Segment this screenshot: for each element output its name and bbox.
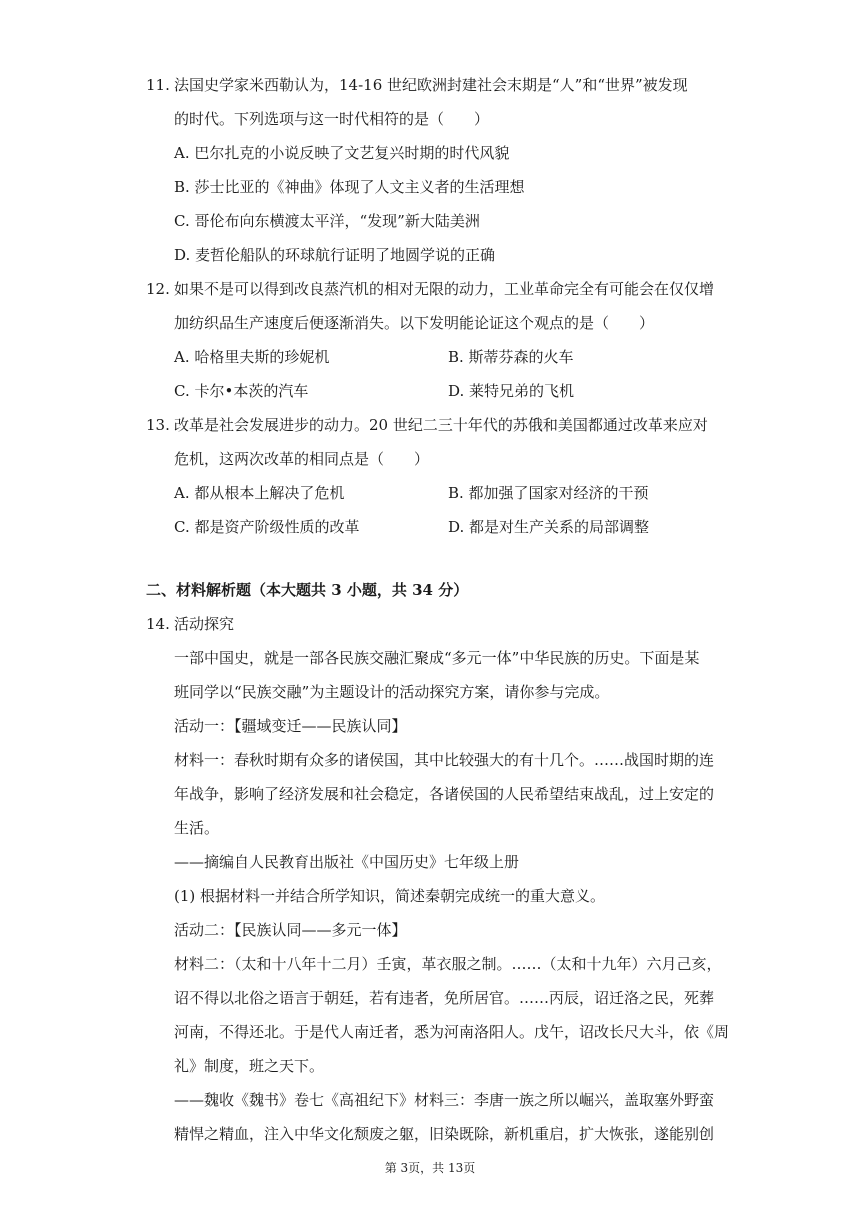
option-b: B. 都加强了国家对经济的干预 xyxy=(448,484,649,502)
question-text-line: 危机，这两次改革的相同点是（ ） xyxy=(174,450,430,468)
question-number: 11. xyxy=(146,76,170,94)
material-line: 生活。 xyxy=(174,819,220,837)
material-line: 材料一：春秋时期有众多的诸侯国，其中比较强大的有十几个。……战国时期的连 xyxy=(174,751,715,769)
option-b: B. 斯蒂芬森的火车 xyxy=(448,348,574,366)
material-line: 礼》制度，班之天下。 xyxy=(174,1057,325,1075)
question-text-line: 加纺织品生产速度后便逐渐消失。以下发明能论证这个观点的是（ ） xyxy=(174,314,655,332)
source-citation: ——摘编自人民教育出版社《中国历史》七年级上册 xyxy=(174,853,520,871)
material-line: 年战争，影响了经济发展和社会稳定，各诸侯国的人民希望结束战乱，过上安定的 xyxy=(174,785,715,803)
question-number: 14. xyxy=(146,615,170,633)
option-d: D. 麦哲伦船队的环球航行证明了地圆学说的正确 xyxy=(174,246,496,264)
activity-heading: 活动二：【民族认同——多元一体】 xyxy=(174,921,407,939)
sub-question: (1) 根据材料一并结合所学知识，简述秦朝完成统一的重大意义。 xyxy=(174,887,606,905)
material-line: 诏不得以北俗之语言于朝廷，若有违者，免所居官。……丙辰，诏迁洛之民，死葬 xyxy=(174,989,715,1007)
material-line: 材料二：（太和十八年十二月）壬寅，革衣服之制。……（太和十九年）六月己亥， xyxy=(174,955,722,973)
material-line: 班同学以“民族交融”为主题设计的活动探究方案，请你参与完成。 xyxy=(174,683,610,701)
option-c: C. 哥伦布向东横渡太平洋，“发现”新大陆美洲 xyxy=(174,212,480,230)
option-a: A. 巴尔扎克的小说反映了文艺复兴时期的时代风貌 xyxy=(174,144,510,162)
activity-heading: 活动一：【疆域变迁——民族认同】 xyxy=(174,717,407,735)
page-number: 第 3页，共 13页 xyxy=(384,1161,476,1175)
question-text-line: 的时代。下列选项与这一时代相符的是（ ） xyxy=(174,110,490,128)
material-line: 精悍之精血，注入中华文化颓废之躯，旧染既除，新机重启，扩大恢张，遂能别创 xyxy=(174,1125,715,1143)
option-d: D. 都是对生产关系的局部调整 xyxy=(448,518,650,536)
question-text-line: 如果不是可以得到改良蒸汽机的相对无限的动力，工业革命完全有可能会在仅仅增 xyxy=(174,280,715,298)
option-a: A. 都从根本上解决了危机 xyxy=(174,484,345,502)
material-line: 一部中国史，就是一部各民族交融汇聚成“多元一体”中华民族的历史。下面是某 xyxy=(174,649,700,667)
source-citation: ——魏收《魏书》卷七《高祖纪下》材料三：李唐一族之所以崛兴，盖取塞外野蛮 xyxy=(174,1091,715,1109)
option-c: C. 都是资产阶级性质的改革 xyxy=(174,518,360,536)
question-text-line: 改革是社会发展进步的动力。20 世纪二三十年代的苏俄和美国都通过改革来应对 xyxy=(174,416,708,434)
question-number: 12. xyxy=(146,280,170,298)
question-title: 活动探究 xyxy=(174,615,235,633)
option-d: D. 莱特兄弟的飞机 xyxy=(448,382,575,400)
option-b: B. 莎士比亚的《神曲》体现了人文主义者的生活理想 xyxy=(174,178,525,196)
option-a: A. 哈格里夫斯的珍妮机 xyxy=(174,348,330,366)
option-c: C. 卡尔•本茨的汽车 xyxy=(174,382,309,400)
section-heading: 二、材料解析题（本大题共 3 小题，共 34 分） xyxy=(146,581,469,599)
question-number: 13. xyxy=(146,416,170,434)
question-text-line: 法国史学家米西勒认为，14-16 世纪欧洲封建社会末期是“人”和“世界”被发现 xyxy=(174,76,688,94)
material-line: 河南，不得还北。于是代人南迁者，悉为河南洛阳人。戊午，诏改长尺大斗，依《周 xyxy=(174,1023,730,1041)
